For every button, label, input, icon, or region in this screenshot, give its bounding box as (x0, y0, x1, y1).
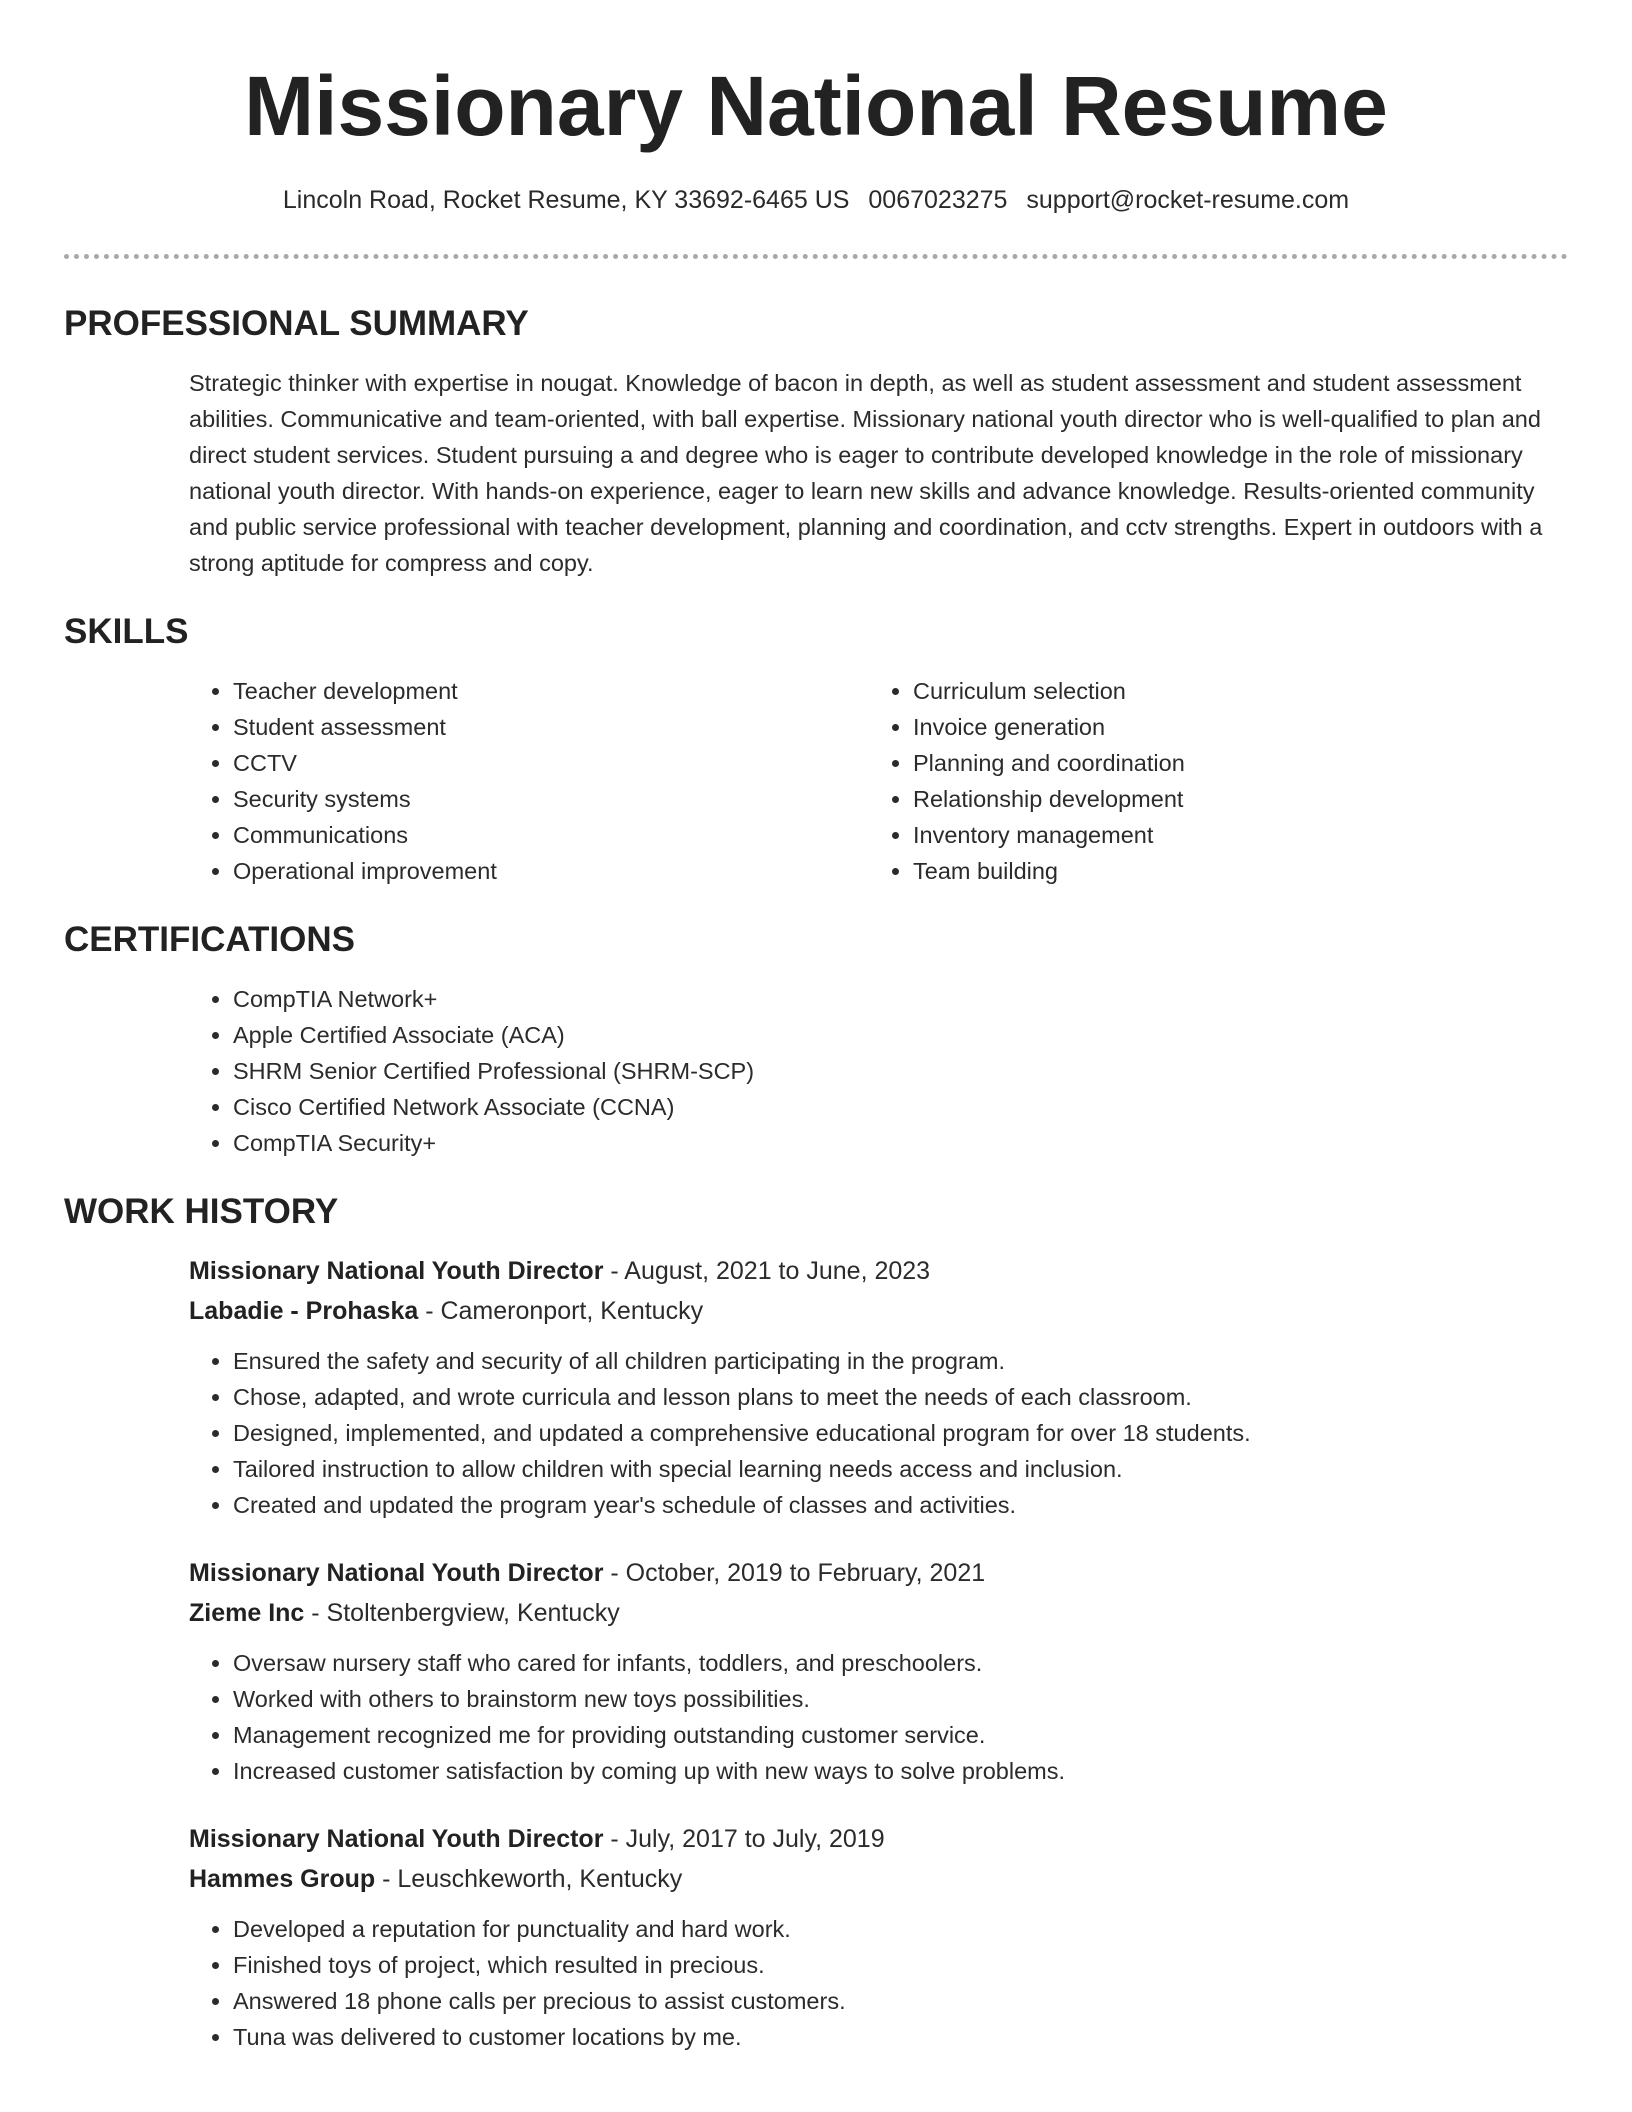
skill-item: • Security systems (233, 781, 869, 817)
summary-text: Strategic thinker with expertise in nougat. Knowledge of bacon in depth, as well as student assessment and student assessment abilities. Communicative and team-oriented, with ball expertise. Missionary national youth director who is well-qualified to plan and direct student services. Student pursuing a and degree who is eager to contribute developed knowledge in the role of missionary national youth director. With hands-on experience, eager to learn new skills and advance knowledge. Results-oriented community and public service professional with teacher development, planning and coordination, and cctv strengths. Expert in outdoors with a strong aptitude for compress and copy. (189, 370, 1543, 576)
skill-item: • Communications (233, 817, 869, 853)
job-bullets (189, 1645, 1568, 1789)
skill-item: • Relationship development (913, 781, 1549, 817)
job-bullet: • Designed, implemented, and updated a comprehensive educational program for over 18 students. (233, 1415, 1568, 1451)
job-entry (189, 1553, 1568, 1789)
skills-list-right (869, 673, 1549, 889)
certification-item: • CompTIA Security+ (233, 1125, 1568, 1161)
contact-address: Lincoln Road, Rocket Resume, KY 33692-6465 US (282, 186, 850, 214)
job-location: - Leuschkeworth, Kentucky (375, 1865, 683, 1893)
skills-list-left (189, 673, 869, 889)
skill-item: • Planning and coordination (913, 745, 1549, 781)
skill-item: • Curriculum selection (913, 673, 1549, 709)
job-bullets (189, 1343, 1568, 1523)
job-company-line (189, 1859, 1568, 1899)
job-bullet: • Chose, adapted, and wrote curricula and lesson plans to meet the needs of each classroom. (233, 1379, 1568, 1415)
job-role: Missionary National Youth Director (189, 1825, 604, 1853)
job-bullet: • Worked with others to brainstorm new toys possibilities. (233, 1681, 1568, 1717)
skill-item: • Invoice generation (913, 709, 1549, 745)
job-location: - Cameronport, Kentucky (418, 1297, 704, 1325)
job-location: - Stoltenbergview, Kentucky (304, 1599, 620, 1627)
job-bullet: • Created and updated the program year's schedule of classes and activities. (233, 1487, 1568, 1523)
summary-body (189, 365, 1568, 581)
skills-title: SKILLS (64, 612, 189, 651)
job-dates: - October, 2019 to February, 2021 (603, 1559, 986, 1587)
job-company: Labadie - Prohaska (189, 1297, 419, 1325)
certification-item: • SHRM Senior Certified Professional (SHRM-SCP) (233, 1053, 1568, 1089)
job-bullet: • Developed a reputation for punctuality and hard work. (233, 1911, 1568, 1947)
job-bullet: • Tuna was delivered to customer locations by me. (233, 2019, 1568, 2055)
job-title-line (189, 1251, 1568, 1291)
work-history-title: WORK HISTORY (64, 1192, 339, 1231)
job-bullet: • Ensured the safety and security of all children participating in the program. (233, 1343, 1568, 1379)
contact-phone: 0067023275 (868, 186, 1008, 214)
certification-item: • CompTIA Network+ (233, 981, 1568, 1017)
job-bullet: • Increased customer satisfaction by coming up with new ways to solve problems. (233, 1753, 1568, 1789)
job-dates: - July, 2017 to July, 2019 (603, 1825, 885, 1853)
summary-section (64, 303, 1568, 581)
skill-item: • Operational improvement (233, 853, 869, 889)
job-title-line (189, 1553, 1568, 1593)
job-bullet: • Answered 18 phone calls per precious to assist customers. (233, 1983, 1568, 2019)
skills-section (64, 611, 1568, 889)
summary-title: PROFESSIONAL SUMMARY (64, 304, 529, 343)
contact-line (64, 184, 1568, 216)
job-company: Hammes Group (189, 1865, 376, 1893)
job-role: Missionary National Youth Director (189, 1257, 604, 1285)
work-history-section (64, 1191, 1568, 2055)
certifications-title: CERTIFICATIONS (64, 920, 356, 959)
job-bullet: • Tailored instruction to allow children with special learning needs access and inclusion. (233, 1451, 1568, 1487)
job-bullet: • Finished toys of project, which resulted in precious. (233, 1947, 1568, 1983)
header-divider (64, 254, 1568, 259)
skill-item: • Teacher development (233, 673, 869, 709)
job-dates: - August, 2021 to June, 2023 (603, 1257, 931, 1285)
job-title-line (189, 1819, 1568, 1859)
job-bullet: • Oversaw nursery staff who cared for infants, toddlers, and preschoolers. (233, 1645, 1568, 1681)
job-entry (189, 1819, 1568, 2055)
job-bullets (189, 1911, 1568, 2055)
job-bullet: • Management recognized me for providing outstanding customer service. (233, 1717, 1568, 1753)
certifications-list (189, 981, 1568, 1161)
job-company-line (189, 1291, 1568, 1331)
skill-item: • Inventory management (913, 817, 1549, 853)
certification-item: • Apple Certified Associate (ACA) (233, 1017, 1568, 1053)
skills-grid (189, 673, 1568, 889)
job-role: Missionary National Youth Director (189, 1559, 604, 1587)
certification-item: • Cisco Certified Network Associate (CCNA) (233, 1089, 1568, 1125)
contact-email: support@rocket-resume.com (1026, 186, 1350, 214)
job-company-line (189, 1593, 1568, 1633)
certifications-body (189, 981, 1568, 1161)
skill-item: • CCTV (233, 745, 869, 781)
certifications-section (64, 919, 1568, 1161)
skill-item: • Team building (913, 853, 1549, 889)
resume-name: Missionary National Resume (244, 59, 1388, 153)
job-company: Zieme Inc (189, 1599, 305, 1627)
job-entry (189, 1251, 1568, 1523)
resume-page (64, 0, 1568, 2055)
skill-item: • Student assessment (233, 709, 869, 745)
